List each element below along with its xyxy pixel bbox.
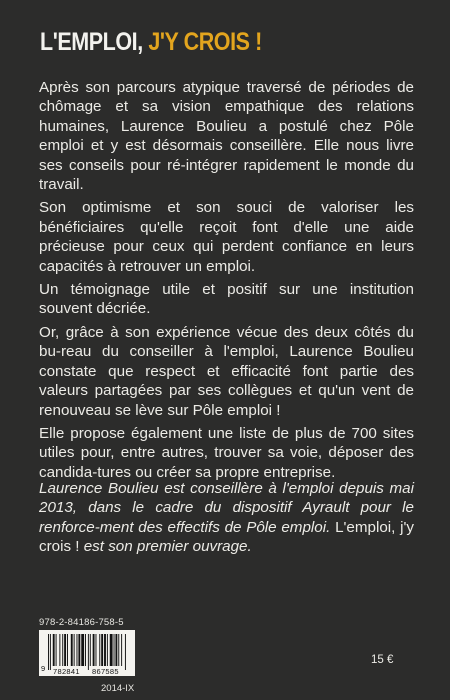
blurb-paragraph: Elle propose également une liste de plus de 700 sites utiles pour, entre autres, trouver sa voie, déposer des candida-tures ou créer sa propre entreprise. (39, 424, 414, 481)
barcode-bar (96, 634, 97, 666)
blurb-paragraph: Après son parcours atypique traversé de périodes de chômage et sa vision empathique des relations humaines, Laurence Boulieu a postulé chez Pôle emploi et y est désormais conseillère. Elle nous livre ses conseils pour ré-intégrer rapidement le monde du travail. (39, 79, 414, 194)
bio-text: Laurence Boulieu est conseillère à l'emploi depuis mai 2013, dans le cadre du dispositif Ayrault pour le renforce-ment des effectifs de Pôle emploi. (39, 480, 414, 536)
barcode-bar (90, 634, 91, 666)
blurb-paragraph: Un témoignage utile et positif sur une institution souvent décriée. (39, 281, 414, 318)
barcode-bar (125, 634, 126, 670)
barcode-bar (71, 634, 73, 666)
barcode-bar (56, 634, 57, 666)
author-bio (39, 479, 414, 557)
barcode-bar (114, 634, 115, 666)
barcode-bar (121, 634, 122, 666)
barcode-bar (74, 634, 75, 666)
blurb-paragraph: Or, grâce à son expérience vécue des deux côtés du bu-reau du conseiller à l'emploi, Laurence Boulieu constate que respect et efficacité font partie des valeurs partagées par ses collègues et qu'un vent de renouveau se lève sur Pôle emploi ! (39, 323, 414, 419)
barcode-bar (59, 634, 60, 666)
bio-book-title: L'emploi, j'y crois ! (39, 518, 414, 556)
barcode-bar (62, 634, 63, 666)
barcode-bar (77, 634, 78, 666)
barcode-bar (53, 634, 55, 666)
print-code: 2014-IX (101, 683, 135, 694)
blurb (39, 78, 414, 482)
barcode-left-digits: 782841 (53, 667, 80, 676)
barcode-bar (93, 634, 95, 666)
barcode-bar (118, 634, 119, 666)
barcode-bar (50, 634, 51, 670)
barcode-bar (110, 634, 113, 666)
price: 15 € (371, 654, 394, 666)
barcode-right-digits: 867585 (92, 667, 119, 676)
barcode-bar (107, 634, 108, 666)
bio-text-end: est son premier ouvrage. (79, 538, 252, 556)
barcode-first-digit: 9 (41, 664, 46, 673)
barcode-bar (85, 634, 86, 666)
title-part-accent: J'Y CROIS ! (148, 28, 262, 56)
barcode-bar (99, 634, 100, 666)
blurb-paragraph: Son optimisme et son souci de valoriser les bénéficiaires qu'elle reçoit font d'elle une aide précieuse pour ceux qui perdent confiance en leurs capacités à retrouver un emploi. (39, 199, 414, 275)
isbn: 978-2-84186-758-5 (39, 617, 124, 628)
barcode-bar (101, 634, 103, 666)
book-title (40, 28, 262, 57)
barcode-bar (67, 634, 68, 666)
barcode-bar (64, 634, 66, 666)
barcode-bar (48, 634, 49, 670)
barcode-bar (78, 634, 80, 666)
barcode-bar (115, 634, 117, 666)
barcode-bar (104, 634, 106, 666)
title-part-white: L'EMPLOI, (40, 28, 149, 56)
barcode-bar (88, 634, 89, 670)
barcode-bar (81, 634, 84, 666)
